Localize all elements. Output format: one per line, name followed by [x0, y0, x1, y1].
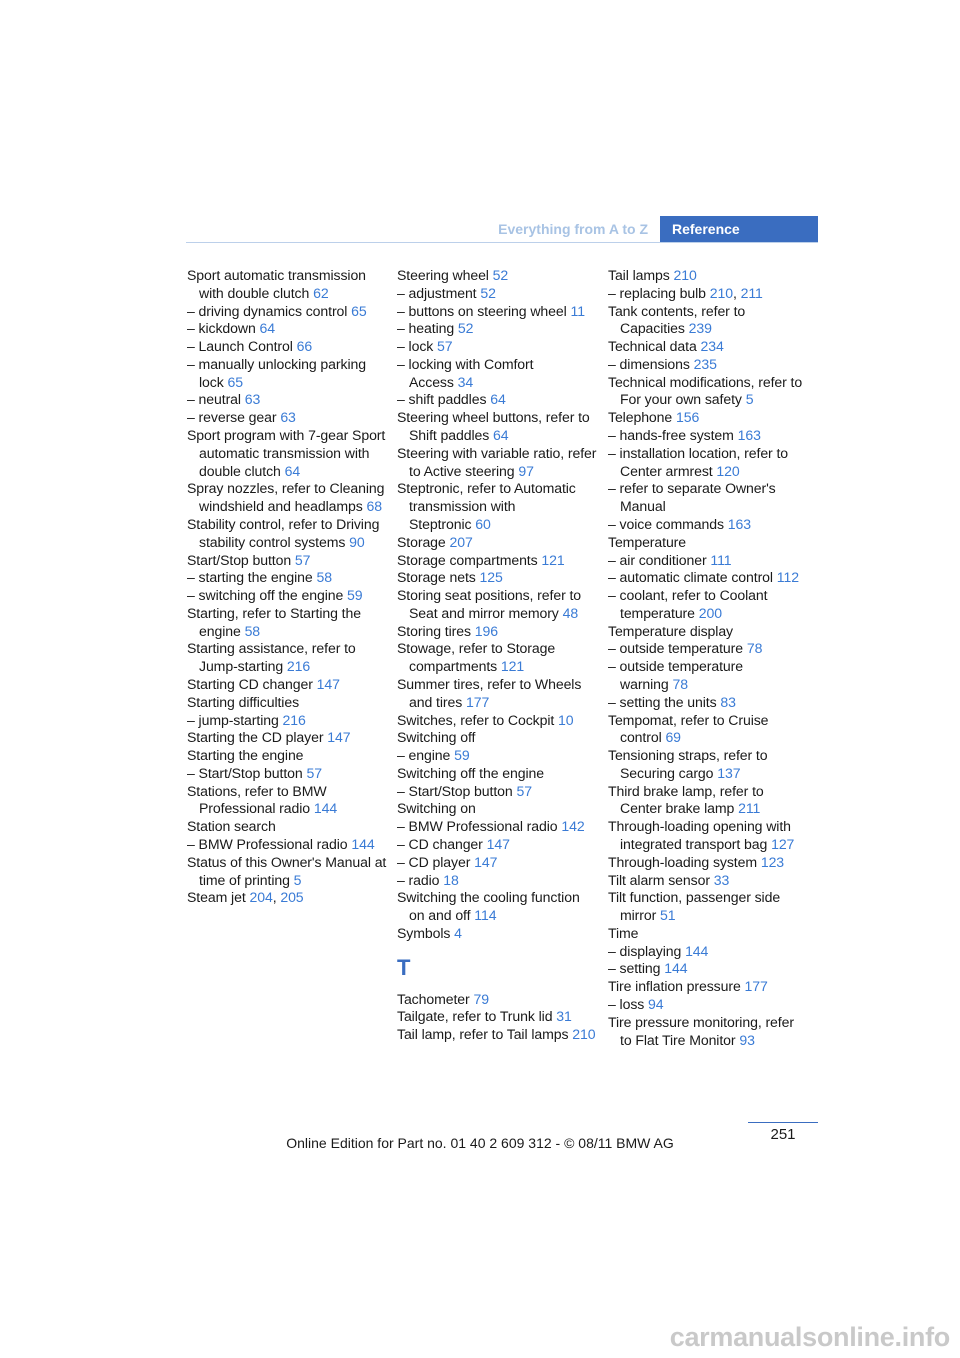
header-divider [186, 242, 818, 243]
page-ref-link[interactable]: 163 [737, 427, 761, 444]
index-entry [397, 925, 597, 943]
index-term: Steering wheel [397, 267, 489, 283]
page-ref-link[interactable]: 112 [776, 569, 799, 586]
page-ref-link[interactable]: 235 [693, 355, 717, 372]
index-term: Tail lamp, refer to Tail lamps [397, 1026, 569, 1043]
index-entry: Steam jet 204, 205 [187, 889, 304, 906]
page-ref-link[interactable]: 177 [744, 978, 768, 995]
index-entry [608, 338, 808, 356]
index-term: – radio [397, 871, 440, 888]
page-ref-link[interactable]: 142 [561, 818, 585, 835]
index-term: Telephone [608, 409, 673, 426]
page-ref-link[interactable]: 196 [474, 622, 498, 639]
index-entry [608, 872, 808, 890]
index-entry [397, 445, 597, 481]
index-term: Tank contents, refer to Capacities [608, 302, 746, 337]
index-term: – loss [608, 996, 645, 1013]
index-entry [187, 303, 387, 321]
index-term: Switching off [397, 729, 476, 746]
index-term: – CD changer [397, 836, 483, 852]
index-entry [397, 587, 597, 623]
index-term: Start/Stop button [187, 551, 292, 568]
index-entry [397, 391, 597, 409]
index-entry [397, 338, 597, 356]
index-term: Starting the CD player [187, 729, 324, 746]
page-ref-link[interactable]: 34 [457, 373, 474, 390]
index-entry [397, 285, 597, 303]
index-entry [397, 800, 597, 818]
index-entry [397, 267, 597, 285]
index-entry [397, 854, 597, 872]
index-entry [187, 356, 387, 392]
page-ref-link[interactable]: 121 [541, 551, 565, 568]
page-ref-link[interactable]: 111 [710, 551, 732, 568]
index-entry [608, 1014, 808, 1050]
index-entry [187, 640, 387, 676]
index-entry [397, 409, 597, 445]
index-term: Stability control, refer to Driving stability control systems [187, 515, 380, 550]
index-entry [187, 836, 387, 854]
page-ref-link[interactable]: 57 [294, 551, 311, 568]
page-number: 251 [770, 1126, 796, 1143]
page-ref-link[interactable]: 156 [675, 409, 700, 426]
index-entry [397, 818, 597, 836]
index-entry [608, 445, 808, 481]
index-entry [397, 783, 597, 801]
index-entry [608, 854, 808, 872]
page-ref-link[interactable]: 64 [284, 462, 301, 479]
index-entry [608, 534, 808, 552]
page-ref-link[interactable]: 204 [249, 889, 273, 906]
index-term: – neutral [187, 391, 241, 408]
index-term: – automatic climate control [608, 569, 773, 586]
page-ref-link[interactable]: 52 [457, 320, 474, 337]
index-term: Stowage, refer to Storage compartments [397, 640, 556, 675]
index-entry [397, 1008, 597, 1026]
page-ref-link[interactable]: 78 [746, 640, 763, 657]
index-entry [187, 587, 387, 605]
page-ref-link[interactable]: 137 [717, 764, 741, 781]
page-ref-link[interactable]: 4 [454, 924, 462, 941]
index-term: – setting the units [608, 693, 717, 710]
page-ref-link[interactable]: 177 [465, 693, 490, 710]
index-term: – installation location, refer to Center armrest [608, 444, 789, 479]
index-term: Storing tires [397, 622, 471, 639]
index-entry [187, 854, 387, 890]
index-term: Starting the engine [187, 747, 304, 764]
index-term: Steering with variable ratio, refer to Active steering [397, 444, 597, 479]
index-term: Spray nozzles, refer to Cleaning windshield and headlamps [187, 480, 385, 515]
index-entry [397, 872, 597, 890]
page-ref-link[interactable]: 33 [713, 871, 730, 888]
index-term: Tailgate, refer to Trunk lid [397, 1008, 553, 1025]
index-entry [397, 991, 597, 1009]
index-term: – air conditioner [608, 551, 707, 568]
page-ref-link[interactable]: 144 [685, 942, 709, 959]
index-entry [608, 658, 808, 694]
page-ref-link[interactable]: 211 [738, 800, 761, 817]
index-entry [187, 676, 387, 694]
index-term: – Start/Stop button [397, 782, 513, 799]
index-term: – voice commands [608, 515, 724, 532]
page-ref-link[interactable]: 147 [486, 836, 510, 852]
page-ref-link[interactable]: 147 [474, 853, 498, 870]
index-term: Switching on [397, 800, 476, 817]
index-entry [608, 552, 808, 570]
page-ref-link[interactable]: 211 [740, 284, 763, 301]
index-entry [608, 409, 808, 427]
index-term: Sport program with 7-gear Sport automatic transmission with double clutch [187, 427, 386, 479]
index-term: – manually unlocking parking lock [187, 355, 366, 390]
index-entry [397, 747, 597, 765]
page-ref-link[interactable]: 51 [660, 907, 676, 924]
page-ref-link[interactable]: 52 [480, 284, 496, 301]
page-ref-link[interactable]: 60 [475, 515, 491, 532]
page-ref-link[interactable]: 163 [727, 515, 751, 532]
index-term: Tire inflation pressure [608, 978, 741, 995]
index-term: Tilt alarm sensor [608, 871, 710, 888]
page-ref-link[interactable]: 216 [282, 711, 306, 728]
index-entry [187, 818, 387, 836]
index-entry [397, 640, 597, 676]
page-ref-link[interactable]: 216 [286, 658, 311, 675]
index-term: – replacing bulb [608, 284, 706, 301]
page-ref-link[interactable]: 144 [351, 836, 375, 852]
page-ref-link[interactable]: 65 [351, 302, 367, 319]
index-entry [397, 480, 597, 533]
page-ref-link[interactable]: 64 [490, 391, 506, 408]
page-ref-link[interactable]: 57 [306, 764, 322, 781]
page-ref-link[interactable]: 200 [698, 604, 722, 621]
page-ref-link[interactable]: 83 [720, 693, 736, 710]
index-entry [608, 889, 808, 925]
index-entry [187, 783, 387, 819]
page-ref-link[interactable]: 57 [516, 782, 532, 799]
page-ref-link[interactable]: 58 [244, 622, 261, 639]
page-ref-link[interactable]: 123 [760, 853, 785, 870]
page-ref-link[interactable]: 69 [665, 729, 681, 746]
index-entry [187, 552, 387, 570]
page-ref-link[interactable]: 63 [280, 409, 296, 426]
page-ref-link[interactable]: 18 [443, 871, 459, 888]
reference-tab: Reference [660, 216, 818, 242]
index-entry [397, 836, 597, 854]
page-ref-link[interactable]: 205 [280, 889, 304, 906]
index-term: – driving dynamics control [187, 302, 348, 319]
page-ref-link[interactable]: 97 [518, 462, 534, 479]
index-entry [187, 712, 387, 730]
page-ref-link[interactable]: 147 [316, 675, 340, 692]
index-term: Starting difficulties [187, 693, 300, 710]
index-entry [608, 712, 808, 748]
index-entry [397, 765, 597, 783]
page-ref-link[interactable]: 64 [493, 427, 509, 444]
index-entry [187, 516, 387, 552]
index-entry [608, 818, 808, 854]
index-entry [608, 267, 808, 285]
page-ref-link[interactable]: 94 [648, 996, 664, 1013]
site-watermark: carmanualsonline.info [669, 1322, 950, 1352]
index-entry [397, 889, 597, 925]
index-term: – heating [397, 320, 455, 337]
index-entry [608, 783, 808, 819]
index-term: Technical modifications, refer to For your own safety [608, 373, 803, 408]
index-term: – CD player [397, 853, 471, 870]
section-title: Everything from A to Z [498, 221, 648, 237]
index-term: – outside temperature [608, 640, 744, 657]
index-term: – engine [397, 747, 451, 764]
page-ref-link[interactable]: 59 [454, 747, 470, 764]
page-ref-link[interactable]: 234 [700, 338, 724, 355]
page-ref-link[interactable]: 64 [259, 320, 276, 337]
page-ref-link[interactable]: 144 [313, 800, 338, 817]
index-term: – Launch Control [187, 338, 293, 355]
index-column-2 [397, 267, 597, 1044]
index-term: – lock [397, 338, 434, 355]
index-entry [608, 480, 808, 516]
page-ref-link[interactable]: 90 [349, 533, 365, 550]
index-term: Status of this Owner's Manual at time of printing [187, 853, 387, 888]
index-term: Storing seat positions, refer to Seat and mirror memory [397, 587, 582, 621]
page-ref-link[interactable]: 52 [492, 267, 509, 283]
index-term: Steptronic, refer to Automatic transmission with Steptronic [397, 480, 576, 532]
page-ref-link[interactable]: 78 [672, 675, 688, 692]
index-entry [608, 978, 808, 996]
page-ref-link[interactable]: 210 [673, 267, 697, 283]
page-ref-link[interactable]: 58 [316, 569, 332, 586]
page-ref-link[interactable]: 5 [293, 871, 302, 888]
index-entry [187, 480, 387, 516]
index-term: – Start/Stop button [187, 764, 303, 781]
index-entry [397, 729, 597, 747]
index-term: Tilt function, passenger side mirror [608, 889, 781, 924]
index-term: Station search [187, 818, 276, 835]
index-entry [397, 712, 597, 730]
index-term: – refer to separate Owner's Manual [608, 480, 776, 515]
index-term: Starting assistance, refer to Jump-starting [187, 640, 356, 675]
index-term: Tail lamps [608, 267, 670, 283]
index-entry [608, 303, 808, 339]
page-ref-link[interactable]: 5 [745, 391, 754, 408]
index-entry [608, 943, 808, 961]
index-entry [397, 356, 597, 392]
index-letter-heading: T [397, 954, 411, 980]
index-term: – BMW Professional radio [397, 818, 558, 835]
page-ref-link[interactable]: 125 [479, 569, 503, 586]
index-term: – outside temperature warning [608, 658, 744, 692]
index-term: – reverse gear [187, 409, 277, 426]
index-entry [397, 552, 597, 570]
index-entry [187, 747, 387, 765]
index-entry [187, 569, 387, 587]
index-term: Time [608, 924, 639, 941]
index-term: Third brake lamp, refer to Center brake lamp [608, 782, 764, 817]
index-term: – adjustment [397, 284, 477, 301]
index-term: Switching off the engine [397, 764, 544, 781]
page-ref-link[interactable]: 210 [572, 1026, 596, 1043]
index-term: Switches, refer to Cockpit [397, 711, 555, 728]
index-term: Starting CD changer [187, 675, 313, 692]
index-term: Storage [397, 533, 446, 550]
index-term: Sport automatic transmission with double clutch [187, 267, 366, 301]
index-term: Symbols [397, 924, 451, 941]
index-term: Temperature display [608, 622, 734, 639]
index-term: Switching the cooling function on and off [397, 889, 580, 924]
page-ref-link[interactable]: 59 [347, 587, 363, 604]
index-term: – hands-free system [608, 427, 734, 444]
index-entry [187, 765, 387, 783]
index-entry [187, 729, 387, 747]
index-entry [608, 747, 808, 783]
page-ref-link[interactable]: 63 [244, 391, 261, 408]
index-term: Steam jet [187, 889, 246, 906]
index-term: Through-loading system [608, 853, 757, 870]
index-entry [608, 374, 808, 410]
index-term: Tire pressure monitoring, refer to Flat Tire Monitor [608, 1013, 794, 1048]
index-entry [608, 925, 808, 943]
index-entry [608, 356, 808, 374]
page-ref-link[interactable]: 114 [474, 907, 497, 924]
index-term: Technical data [608, 338, 697, 355]
index-term: Through-loading opening with integrated transport bag [608, 818, 791, 852]
index-entry [397, 534, 597, 552]
page-ref-link[interactable]: 93 [739, 1031, 755, 1048]
index-term: Starting, refer to Starting the engine [187, 604, 361, 639]
index-term: Storage nets [397, 569, 476, 586]
index-entry [187, 427, 387, 480]
index-entry [187, 694, 387, 712]
index-entry [608, 516, 808, 534]
index-term: Tensioning straps, refer to Securing cargo [608, 747, 768, 781]
page-ref-link[interactable]: 144 [664, 960, 688, 977]
index-term: – switching off the engine [187, 587, 344, 604]
index-term: – displaying [608, 942, 682, 959]
page-number-divider [748, 1122, 818, 1123]
index-term: – BMW Professional radio [187, 836, 348, 852]
index-term: – shift paddles [397, 391, 487, 408]
page-ref-link[interactable]: 11 [570, 302, 585, 319]
index-entry [187, 605, 387, 641]
page-ref-link[interactable]: 239 [688, 320, 712, 337]
index-entry [187, 338, 387, 356]
page-ref-link[interactable]: 62 [313, 284, 329, 301]
index-term: – jump-starting [187, 711, 279, 728]
index-term: Tachometer [397, 990, 470, 1007]
index-term: – dimensions [608, 355, 690, 372]
index-entry [608, 623, 808, 641]
page-ref-link[interactable]: 147 [327, 729, 351, 746]
index-entry [397, 569, 597, 587]
index-entry [187, 267, 387, 303]
index-entry [187, 320, 387, 338]
index-term: – coolant, refer to Coolant temperature [608, 587, 768, 621]
index-entry [608, 569, 808, 587]
index-entry [608, 960, 808, 978]
page-ref-link[interactable]: 127 [771, 836, 795, 852]
page-ref-link[interactable]: 210 [709, 284, 733, 301]
index-entry [608, 640, 808, 658]
index-entry: – replacing bulb 210, 211 [608, 284, 763, 301]
index-entry [187, 409, 387, 427]
page-ref-link[interactable]: 31 [556, 1008, 572, 1025]
index-entry [397, 623, 597, 641]
index-term: – setting [608, 960, 661, 977]
index-column-1 [187, 267, 387, 907]
index-entry [397, 676, 597, 712]
index-term: Temperature [608, 533, 687, 550]
page-ref-link[interactable]: 207 [449, 533, 473, 550]
page-ref-link[interactable]: 65 [227, 373, 243, 390]
index-term: Tempomat, refer to Cruise control [608, 711, 769, 746]
footer-edition: Online Edition for Part no. 01 40 2 609 312 - © 08/11 BMW AG [286, 1135, 674, 1151]
index-term: – buttons on steering wheel [397, 302, 567, 319]
page-ref-link[interactable]: 120 [716, 462, 740, 479]
index-term: Steering wheel buttons, refer to Shift paddles [397, 409, 590, 444]
index-entry [397, 303, 597, 321]
page-ref-link[interactable]: 121 [500, 658, 525, 675]
index-term: Storage compartments [397, 551, 538, 568]
page-ref-link[interactable]: 57 [437, 338, 453, 355]
index-term: – starting the engine [187, 569, 313, 586]
index-term: Summer tires, refer to Wheels and tires [397, 675, 582, 710]
index-term: Stations, refer to BMW Professional radio [187, 782, 327, 817]
index-entry [397, 320, 597, 338]
index-entry [608, 694, 808, 712]
index-entry [397, 1026, 597, 1044]
index-entry [608, 996, 808, 1014]
index-entry [608, 427, 808, 445]
index-entry [187, 391, 387, 409]
index-column-3 [608, 267, 808, 1049]
page-ref-link[interactable]: 10 [558, 711, 574, 728]
index-term: – locking with Comfort Access [397, 355, 534, 390]
page-ref-link[interactable]: 68 [366, 498, 383, 515]
page-ref-link[interactable]: 48 [562, 604, 579, 621]
page-ref-link[interactable]: 66 [296, 338, 313, 355]
index-entry [608, 587, 808, 623]
page-ref-link[interactable]: 79 [473, 990, 489, 1007]
index-term: – kickdown [187, 320, 256, 337]
